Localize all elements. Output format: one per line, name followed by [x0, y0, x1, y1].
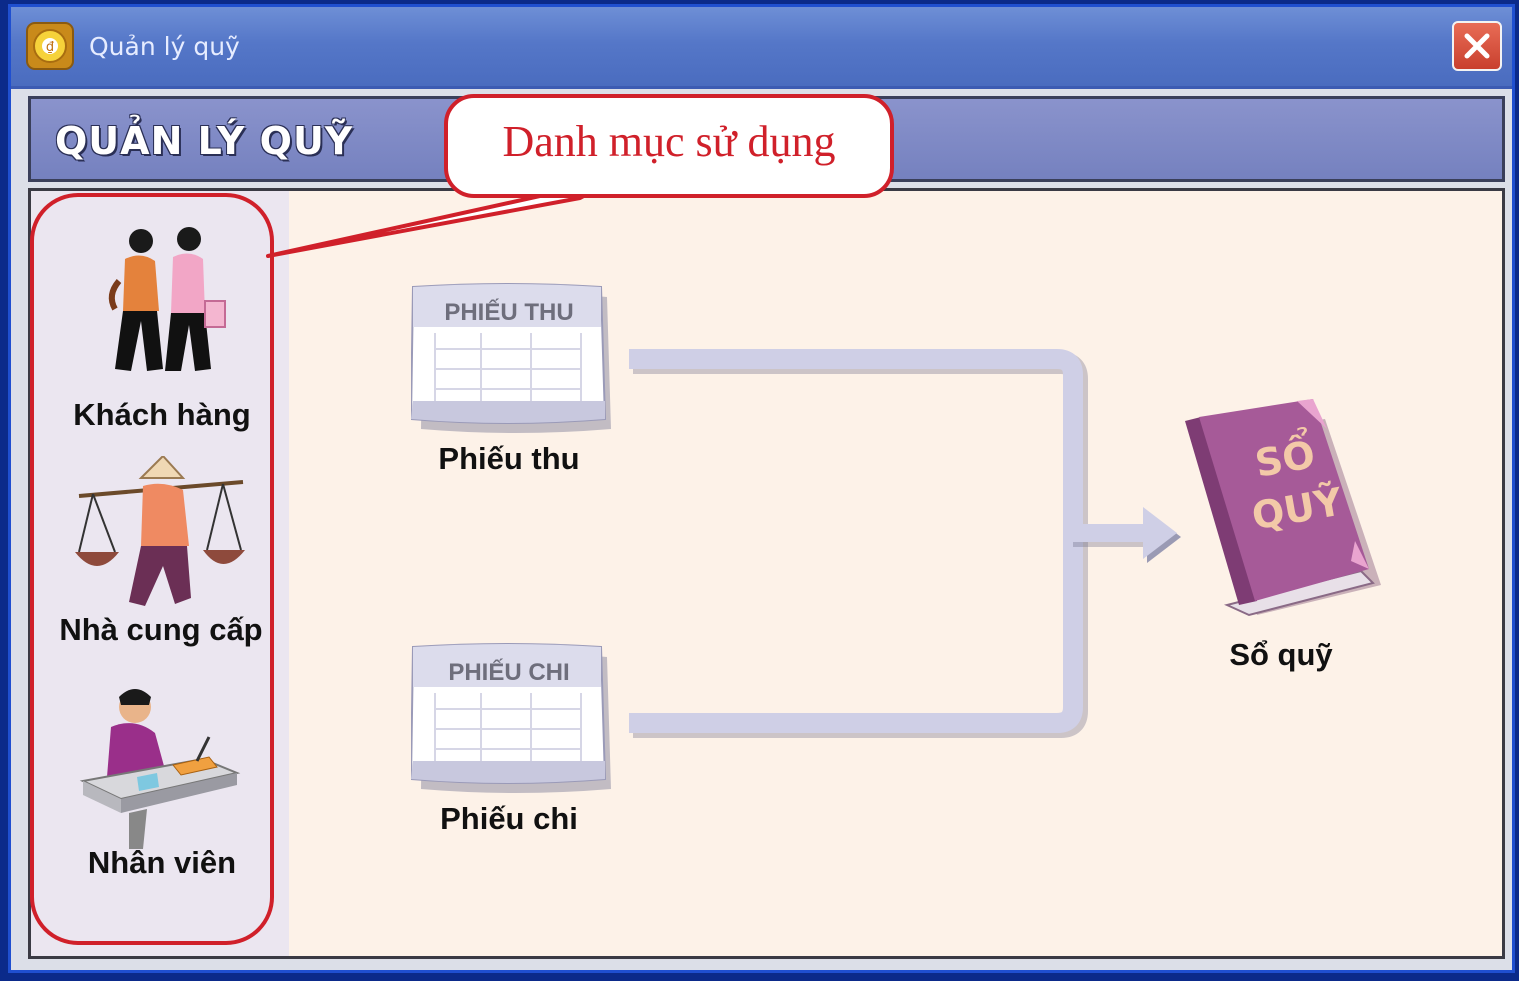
- receipt-card-title: PHIẾU THU: [444, 299, 574, 326]
- callout-text: Danh mục sử dụng: [502, 117, 836, 166]
- module-title: QUẢN LÝ QUỸ: [55, 119, 354, 163]
- sidebar-item-label: Nhà cung cấp: [59, 612, 263, 647]
- window-title: Quản lý quỹ: [89, 32, 240, 61]
- svg-text:₫: ₫: [45, 40, 55, 55]
- callout-bubble: [444, 94, 894, 198]
- receipt-label: Phiếu thu: [438, 441, 580, 476]
- sidebar-item-label: Nhân viên: [87, 845, 237, 880]
- payment-label: Phiếu chi: [440, 801, 578, 836]
- close-button[interactable]: [1452, 21, 1502, 71]
- app-icon: [25, 21, 75, 71]
- payment-card-title: PHIẾU CHI: [448, 659, 570, 686]
- ledger-node[interactable]: [1151, 391, 1391, 691]
- sidebar-item-label: Khách hàng: [73, 397, 251, 432]
- ledger-cover-text-2: QUỸ: [1248, 479, 1346, 539]
- ledger-cover-text-1: SỔ: [1251, 432, 1319, 486]
- title-bar[interactable]: [11, 7, 1512, 89]
- flow-connector: [621, 341, 1241, 761]
- payment-node[interactable]: [411, 643, 611, 843]
- receipt-node[interactable]: [411, 283, 611, 483]
- sidebar-highlight-outline: [30, 193, 274, 945]
- ledger-label: Sổ quỹ: [1229, 637, 1333, 672]
- close-icon: [1463, 32, 1491, 60]
